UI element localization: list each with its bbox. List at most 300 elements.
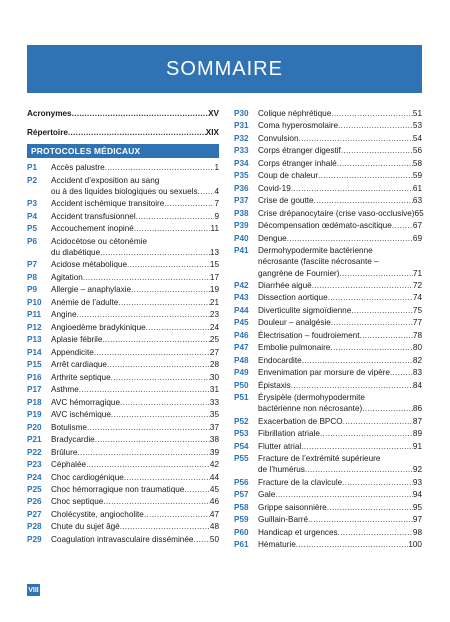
- entry-body: [258, 367, 422, 378]
- leader-dots: [305, 464, 413, 475]
- toc-entry[interactable]: [234, 453, 422, 475]
- toc-list-right: [234, 108, 422, 552]
- toc-entry[interactable]: [234, 392, 422, 414]
- entry-line: [258, 133, 422, 144]
- entry-page: 95: [412, 502, 422, 512]
- entry-code: P56: [234, 477, 249, 487]
- leader-dots: [79, 384, 210, 395]
- toc-entry[interactable]: [27, 175, 219, 197]
- toc-entry[interactable]: [27, 259, 219, 270]
- leader-dots: [291, 380, 413, 391]
- front-matter: [27, 108, 219, 138]
- entry-code: P30: [234, 109, 249, 118]
- toc-entry[interactable]: [234, 133, 422, 144]
- leader-dots: [327, 502, 413, 513]
- entry-line: [51, 459, 219, 470]
- entry-title: Dengue: [258, 233, 287, 243]
- leader-dots: [360, 330, 413, 341]
- entry-line: [51, 359, 219, 370]
- leader-dots: [127, 259, 210, 270]
- entry-body: [51, 422, 219, 433]
- toc-entry[interactable]: [234, 280, 422, 291]
- entry-title: Décompensation œdémato-ascitique: [258, 221, 392, 231]
- entry-code: P19: [27, 410, 42, 420]
- leader-dots: [111, 409, 210, 420]
- leader-dots: [320, 428, 413, 439]
- entry-page: 24: [209, 322, 219, 332]
- toc-entry[interactable]: [27, 459, 219, 470]
- entry-page: 30: [209, 372, 219, 382]
- leader-dots: [103, 496, 210, 507]
- entry-line: [51, 372, 219, 383]
- toc-entry[interactable]: [234, 441, 422, 452]
- entry-page: 94: [412, 490, 422, 500]
- entry-line: [51, 259, 219, 270]
- entry-code: P40: [234, 233, 249, 243]
- entry-title: Fracture de l’extrémité supérieure: [258, 454, 381, 464]
- entry-title: Acidose métabolique: [51, 260, 128, 270]
- leader-dots: [308, 514, 413, 525]
- toc-entry[interactable]: [234, 330, 422, 341]
- toc-entry[interactable]: [27, 422, 219, 433]
- toc-entry[interactable]: [27, 447, 219, 458]
- entry-body: [51, 509, 219, 520]
- leader-dots: [83, 272, 210, 283]
- entry-page: 37: [209, 422, 219, 432]
- entry-page: XIX: [205, 128, 219, 138]
- entry-code: P51: [234, 393, 249, 403]
- entry-body: [51, 472, 219, 483]
- entry-line: [258, 367, 422, 378]
- entry-line: [51, 397, 219, 408]
- toc-entry[interactable]: [234, 477, 422, 488]
- toc-entry[interactable]: [27, 223, 219, 234]
- entry-code: P13: [27, 335, 42, 345]
- leader-dots: [299, 133, 413, 144]
- entry-code: P24: [27, 472, 42, 482]
- entry-line: [258, 464, 422, 475]
- entry-code: P25: [27, 485, 42, 494]
- entry-body: [51, 297, 219, 308]
- entry-code: P16: [27, 372, 42, 382]
- toc-entry[interactable]: [234, 489, 422, 500]
- entry-code: P55: [234, 454, 249, 464]
- toc-entry[interactable]: [27, 521, 219, 532]
- entry-page: 75: [412, 305, 422, 315]
- entry-code: P35: [234, 171, 249, 181]
- entry-code: P42: [234, 281, 249, 290]
- toc-entry[interactable]: [27, 236, 219, 258]
- entry-title: Flutter atrial: [258, 441, 302, 451]
- entry-title: Coma hyperosmolaire: [258, 121, 339, 131]
- entry-page: 35: [209, 410, 219, 420]
- entry-title: Dissection aortique: [258, 293, 328, 303]
- leader-dots: [328, 292, 413, 303]
- toc-entry[interactable]: [234, 305, 422, 316]
- entry-title: Céphalée: [51, 460, 87, 470]
- entry-body: [258, 428, 422, 439]
- entry-page: 84: [412, 380, 422, 390]
- entry-body: [258, 441, 422, 452]
- toc-entry[interactable]: [27, 409, 219, 420]
- entry-title: Accouchement inopiné: [51, 224, 134, 234]
- toc-entry[interactable]: [234, 539, 422, 550]
- entry-body: [51, 284, 219, 295]
- leader-dots: [302, 355, 413, 366]
- entry-code: P20: [27, 422, 42, 432]
- entry-line: [51, 534, 219, 545]
- entry-line: [258, 170, 422, 181]
- entry-body: [258, 158, 422, 169]
- leader-dots: [314, 195, 413, 206]
- left-column: [27, 108, 219, 546]
- entry-line: [258, 280, 422, 291]
- entry-body: [51, 162, 219, 173]
- entry-line: [258, 317, 422, 328]
- entry-title: Douleur – analgésie: [258, 318, 331, 328]
- entry-page: 19: [209, 285, 219, 295]
- entry-page: 15: [209, 260, 219, 270]
- entry-page: 46: [209, 497, 219, 507]
- page-title-banner: [27, 45, 422, 93]
- entry-code: P32: [234, 133, 249, 143]
- entry-line: [258, 195, 422, 206]
- entry-page: 11: [210, 224, 219, 234]
- entry-page: 28: [209, 360, 219, 370]
- toc-entry[interactable]: [234, 527, 422, 538]
- entry-title: AVC hémorragique: [51, 397, 121, 407]
- toc-entry[interactable]: [27, 434, 219, 445]
- entry-page: 63: [412, 196, 422, 206]
- entry-page: 23: [209, 310, 219, 320]
- entry-line: [51, 309, 219, 320]
- entry-line: [258, 108, 422, 119]
- entry-line: [258, 208, 422, 219]
- entry-page: 71: [412, 268, 422, 278]
- toc-entry[interactable]: [27, 211, 219, 222]
- entry-line: [51, 272, 219, 283]
- entry-page: 82: [412, 355, 422, 365]
- entry-body: [51, 372, 219, 383]
- leader-dots: [87, 422, 210, 433]
- entry-body: [51, 434, 219, 445]
- entry-code: P54: [234, 441, 249, 451]
- entry-code: P23: [27, 460, 42, 470]
- toc-entry[interactable]: [27, 284, 219, 295]
- entry-page: 65: [414, 208, 424, 218]
- toc-entry[interactable]: [234, 342, 422, 353]
- entry-code: P39: [234, 221, 249, 231]
- entry-title: Hématurie: [258, 540, 296, 550]
- entry-body: [51, 334, 219, 345]
- entry-title: Accident transfusionnel: [51, 211, 136, 221]
- entry-code: P37: [234, 196, 249, 206]
- entry-body: [51, 309, 219, 320]
- toc-entry[interactable]: [234, 428, 422, 439]
- toc-entry[interactable]: [234, 108, 422, 119]
- entry-title: Colique néphrétique: [258, 109, 332, 118]
- toc-entry[interactable]: [27, 322, 219, 333]
- toc-entry[interactable]: [234, 514, 422, 525]
- entry-title: Corps étranger digestif: [258, 146, 341, 156]
- entry-code: P12: [27, 322, 42, 332]
- toc-entry[interactable]: [27, 534, 219, 545]
- entry-title: Dermohypodermite bactérienne: [258, 246, 373, 256]
- leader-dots: [296, 539, 409, 550]
- leader-dots: [338, 527, 413, 538]
- entry-title: Épistaxis: [258, 380, 291, 390]
- entry-page: 4: [214, 186, 219, 196]
- entry-page: 69: [412, 233, 422, 243]
- toc-entry[interactable]: [27, 334, 219, 345]
- entry-title: gangrène de Fournier): [258, 268, 340, 278]
- leader-dots: [77, 447, 209, 458]
- entry-line: [51, 322, 219, 333]
- entry-code: P57: [234, 490, 249, 500]
- toc-entry[interactable]: [234, 183, 422, 194]
- entry-body: [258, 220, 422, 231]
- entry-title: Crise drépanocytaire (crise vaso-occlusive): [258, 208, 415, 218]
- toc-entry[interactable]: [27, 309, 219, 320]
- toc-entry[interactable]: [234, 317, 422, 328]
- entry-page: 89: [412, 429, 422, 439]
- entry-title: ou à des liquides biologiques ou sexuels: [51, 186, 198, 196]
- leader-dots: [390, 367, 413, 378]
- entry-line: [258, 220, 422, 231]
- section-header: [27, 144, 219, 158]
- leader-dots: [331, 108, 413, 119]
- toc-list-left: [27, 162, 219, 546]
- entry-code: P50: [234, 380, 249, 390]
- entry-body: [51, 359, 219, 370]
- page-title: SOMMAIRE: [166, 57, 283, 80]
- entry-page: 91: [412, 441, 422, 451]
- entry-title: Choc septique: [51, 497, 104, 507]
- entry-page: 45: [209, 485, 219, 494]
- entry-title: Fibrillation atriale: [258, 429, 320, 439]
- entry-body: [258, 342, 422, 353]
- leader-dots: [118, 297, 210, 308]
- toc-entry[interactable]: [27, 272, 219, 283]
- entry-body: [51, 447, 219, 458]
- entry-title: du diabétique: [51, 247, 101, 257]
- entry-title: Arthrite septique: [51, 372, 111, 382]
- entry-line: [51, 472, 219, 483]
- entry-page: 38: [209, 435, 219, 445]
- entry-line: [51, 162, 219, 173]
- entry-line: [258, 403, 422, 414]
- entry-line: [51, 198, 219, 209]
- entry-code: P28: [27, 522, 42, 532]
- entry-code: P3: [27, 199, 38, 209]
- entry-body: [51, 322, 219, 333]
- entry-page: 27: [209, 347, 219, 357]
- entry-code: P6: [27, 236, 38, 246]
- entry-code: P5: [27, 224, 38, 234]
- toc-entry[interactable]: [234, 292, 422, 303]
- toc-entry[interactable]: [27, 384, 219, 395]
- toc-entry[interactable]: [27, 472, 219, 483]
- leader-dots: [362, 403, 413, 414]
- toc-entry[interactable]: [234, 195, 422, 206]
- entry-body: [51, 211, 219, 222]
- entry-code: P1: [27, 163, 38, 173]
- entry-line: [258, 256, 422, 267]
- entry-body: [51, 534, 219, 545]
- entry-body: [51, 198, 219, 209]
- entry-line: [258, 145, 422, 156]
- entry-body: [51, 236, 219, 258]
- toc-entry[interactable]: [234, 170, 422, 181]
- toc-entry[interactable]: [27, 162, 219, 173]
- entry-line: [258, 502, 422, 513]
- entry-title: Arrêt cardiaque: [51, 360, 107, 370]
- toc-entry[interactable]: [234, 158, 422, 169]
- toc-entry[interactable]: [27, 297, 219, 308]
- entry-code: P29: [27, 534, 42, 544]
- entry-title: Répertoire: [27, 128, 68, 138]
- leader-dots: [164, 198, 214, 209]
- entry-page: 51: [412, 109, 422, 118]
- entry-title: Acronymes: [27, 109, 72, 118]
- entry-title: Appendicite: [51, 347, 94, 357]
- entry-line: [51, 186, 219, 197]
- entry-title: Diarrhée aiguë: [258, 281, 312, 290]
- entry-line: [51, 247, 219, 258]
- toc-entry[interactable]: [234, 245, 422, 278]
- entry-body: [51, 347, 219, 358]
- toc-entry[interactable]: [234, 233, 422, 244]
- toc-entry[interactable]: [27, 359, 219, 370]
- entry-title: Botulisme: [51, 422, 87, 432]
- entry-title: nécrosante (fasciite nécrosante –: [258, 257, 379, 267]
- toc-entry[interactable]: [27, 484, 219, 495]
- entry-body: [258, 527, 422, 538]
- toc-entry[interactable]: [234, 416, 422, 427]
- entry-line: [27, 108, 219, 119]
- leader-dots: [287, 233, 413, 244]
- entry-body: [258, 416, 422, 427]
- entry-title: Érysipèle (dermohypodermite: [258, 393, 365, 403]
- entry-code: P31: [234, 121, 249, 131]
- entry-code: P22: [27, 447, 42, 457]
- entry-body: [258, 317, 422, 328]
- entry-line: [258, 292, 422, 303]
- toc-entry[interactable]: [234, 208, 422, 219]
- entry-line: [258, 453, 422, 464]
- entry-page: 44: [209, 472, 219, 482]
- entry-code: P34: [234, 158, 249, 168]
- entry-title: Endocardite: [258, 355, 302, 365]
- entry-line: [51, 347, 219, 358]
- entry-code: P7: [27, 260, 38, 270]
- toc-entry[interactable]: [234, 380, 422, 391]
- entry-body: [258, 195, 422, 206]
- entry-code: P14: [27, 347, 42, 357]
- entry-title: Coagulation intravasculaire disséminée: [51, 534, 194, 544]
- entry-title: Gale: [258, 490, 276, 500]
- entry-page: 77: [412, 318, 422, 328]
- toc-entry[interactable]: [234, 220, 422, 231]
- leader-dots: [342, 477, 413, 488]
- entry-code: P18: [27, 397, 42, 407]
- entry-body: [27, 127, 219, 138]
- entry-page: 92: [412, 465, 422, 475]
- toc-entry[interactable]: [27, 347, 219, 358]
- entry-page: 9: [214, 211, 219, 221]
- entry-page: 67: [412, 221, 422, 231]
- leader-dots: [68, 127, 206, 138]
- entry-line: [51, 223, 219, 234]
- entry-body: [258, 305, 422, 316]
- entry-title: Angioedème bradykinique: [51, 322, 146, 332]
- entry-page: 50: [209, 534, 219, 544]
- entry-body: [258, 489, 422, 500]
- leader-dots: [193, 534, 209, 545]
- entry-page: 31: [209, 385, 219, 395]
- entry-body: [51, 521, 219, 532]
- leader-dots: [124, 472, 210, 483]
- leader-dots: [338, 120, 413, 131]
- entry-line: [51, 211, 219, 222]
- entry-body: [258, 477, 422, 488]
- entry-line: [51, 521, 219, 532]
- toc-entry[interactable]: [234, 367, 422, 378]
- toc-entry[interactable]: [234, 502, 422, 513]
- leader-dots: [77, 309, 210, 320]
- entry-code: P36: [234, 183, 249, 193]
- entry-line: [51, 496, 219, 507]
- leader-dots: [95, 434, 210, 445]
- entry-title: Corps étranger inhalé: [258, 158, 337, 168]
- entry-code: P33: [234, 146, 249, 156]
- entry-body: [51, 459, 219, 470]
- entry-body: [51, 384, 219, 395]
- toc-entry[interactable]: [234, 120, 422, 131]
- toc-entry[interactable]: [27, 496, 219, 507]
- entry-body: [258, 330, 422, 341]
- toc-entry[interactable]: [234, 145, 422, 156]
- entry-title: Handicap et urgences: [258, 527, 338, 537]
- entry-title: Angine: [51, 310, 77, 320]
- entry-page: 61: [412, 183, 422, 193]
- entry-page: 83: [412, 368, 422, 378]
- toc-entry[interactable]: [27, 509, 219, 520]
- entry-body: [258, 208, 422, 219]
- entry-body: [258, 145, 422, 156]
- entry-title: Choc hémorragique non traumatique: [51, 485, 185, 494]
- entry-page: 1: [214, 163, 219, 173]
- entry-line: [51, 434, 219, 445]
- entry-title: Accident d’exposition au sang: [51, 175, 160, 185]
- toc-entry[interactable]: [234, 355, 422, 366]
- entry-line: [51, 509, 219, 520]
- entry-line: [51, 484, 219, 495]
- leader-dots: [392, 220, 413, 231]
- entry-code: P17: [27, 385, 42, 395]
- entry-code: P8: [27, 272, 38, 282]
- entry-page: 17: [209, 272, 219, 282]
- entry-body: [258, 502, 422, 513]
- toc-entry[interactable]: [27, 397, 219, 408]
- toc-entry[interactable]: [27, 198, 219, 209]
- entry-line: [258, 428, 422, 439]
- entry-page: 39: [209, 447, 219, 457]
- entry-page: 97: [412, 515, 422, 525]
- entry-code: P4: [27, 211, 38, 221]
- toc-entry[interactable]: [27, 372, 219, 383]
- section-title: PROTOCOLES MÉDICAUX: [31, 146, 141, 157]
